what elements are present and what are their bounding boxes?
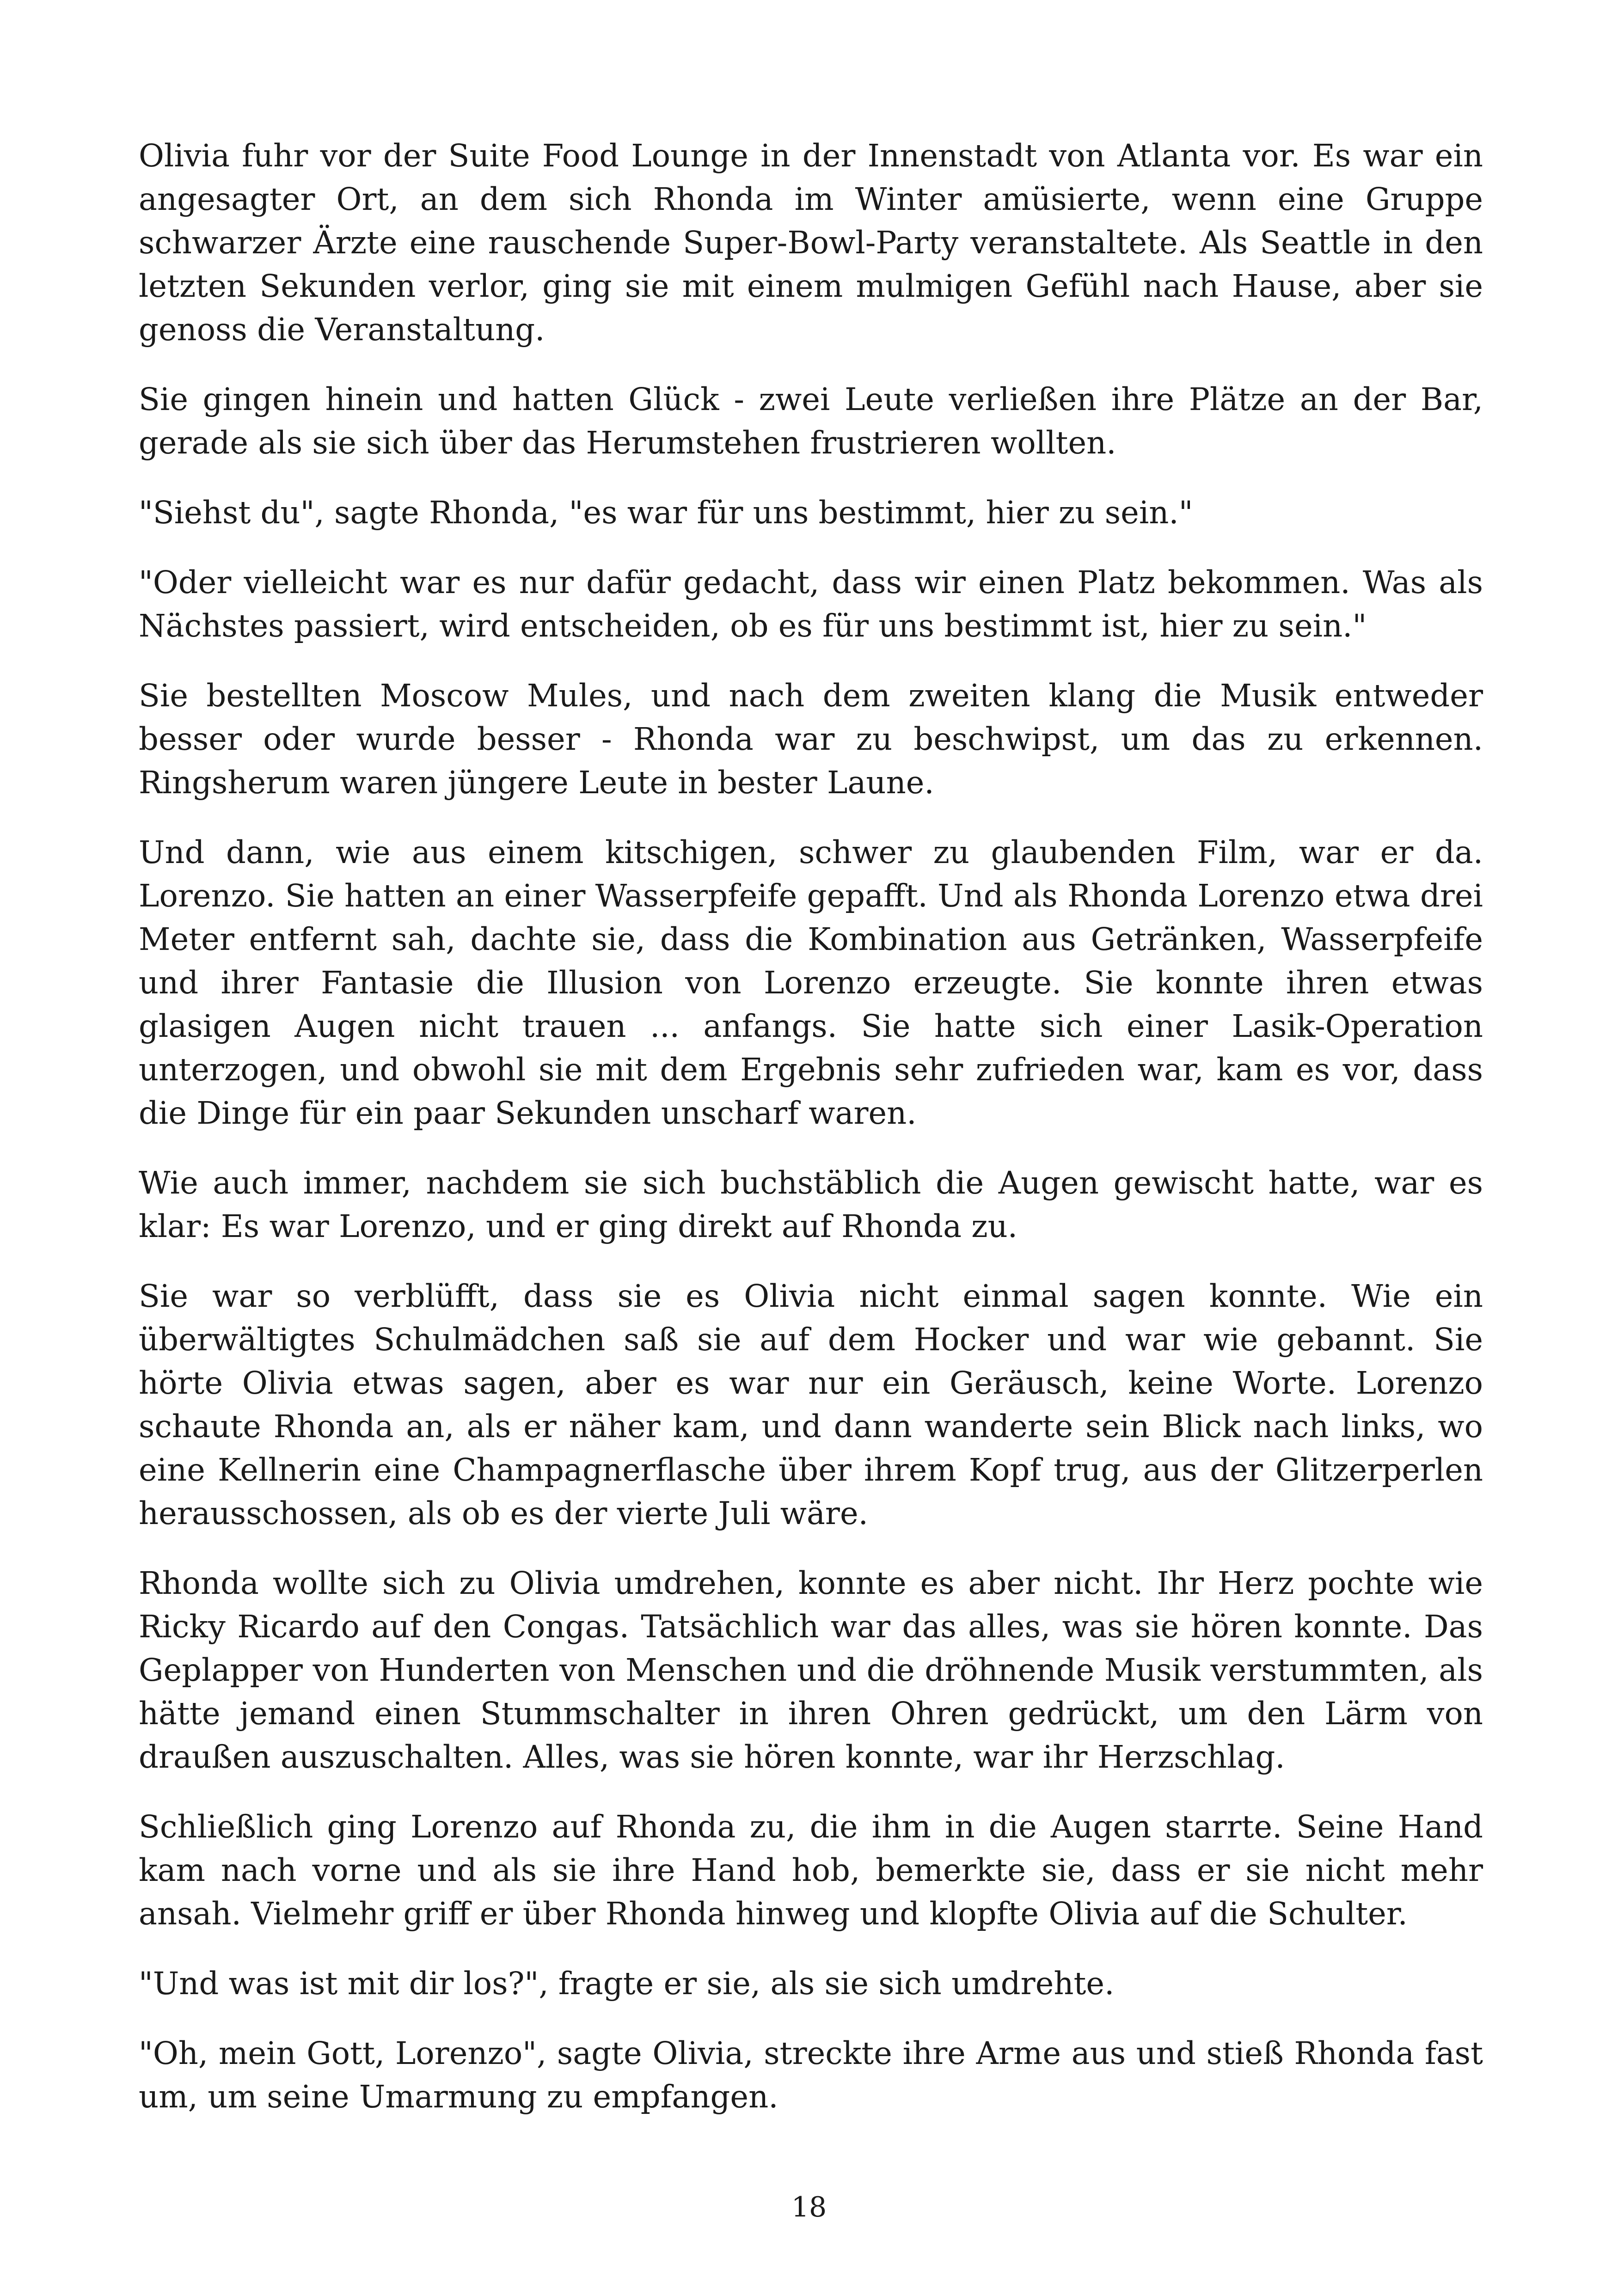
body-text <box>139 134 1483 2145</box>
paragraph: Wie auch immer, nachdem sie sich buchstäblich die Augen gewischt hatte, war es klar: Es war Lorenzo, und er ging direkt auf Rhonda zu. <box>139 1165 1483 1244</box>
paragraph: "Oder vielleicht war es nur dafür gedacht, dass wir einen Platz bekommen. Was als Nächstes passiert, wird entscheiden, ob es für uns bestimmt ist, hier zu sein." <box>139 564 1483 644</box>
paragraph: Sie gingen hinein und hatten Glück - zwei Leute verließen ihre Plätze an der Bar, gerade als sie sich über das Herumstehen frustrieren wollten. <box>139 381 1483 461</box>
paragraph: Schließlich ging Lorenzo auf Rhonda zu, die ihm in die Augen starrte. Seine Hand kam nach vorne und als sie ihre Hand hob, bemerkte sie, dass er sie nicht mehr ansah. Vielmehr griff er über Rhonda hinweg und klopfte Olivia auf die Schulter. <box>139 1809 1483 1932</box>
paragraph: "Oh, mein Gott, Lorenzo", sagte Olivia, streckte ihre Arme aus und stieß Rhonda fast um, um seine Umarmung zu empfangen. <box>139 2035 1483 2115</box>
page-number: 18 <box>791 2191 827 2223</box>
paragraph: Rhonda wollte sich zu Olivia umdrehen, konnte es aber nicht. Ihr Herz pochte wie Ricky Ricardo auf den Congas. Tatsächlich war das alles, was sie hören konnte. Das Geplapper von Hunderten von Menschen und die dröhnende Musik verstummten, als hätte jemand einen Stummschalter in ihren Ohren gedrückt, um den Lärm von draußen auszuschalten. Alles, was sie hören konnte, war ihr Herzschlag. <box>139 1565 1483 1775</box>
paragraph: Sie bestellten Moscow Mules, und nach dem zweiten klang die Musik entweder besser oder wurde besser - Rhonda war zu beschwipst, um das zu erkennen. Ringsherum waren jüngere Leute in bester Laune. <box>139 678 1483 801</box>
paragraph: Und dann, wie aus einem kitschigen, schwer zu glaubenden Film, war er da. Lorenzo. Sie hatten an einer Wasserpfeife gepafft. Und als Rhonda Lorenzo etwa drei Meter entfernt sah, dachte sie, dass die Kombination aus Getränken, Wasserpfeife und ihrer Fantasie die Illusion von Lorenzo erzeugte. Sie konnte ihren etwas glasigen Augen nicht trauen ... anfangs. Sie hatte sich einer Lasik-Operation unterzogen, und obwohl sie mit dem Ergebnis sehr zufrieden war, kam es vor, dass die Dinge für ein paar Sekunden unscharf waren. <box>139 834 1483 1131</box>
paragraph: Sie war so verblüfft, dass sie es Olivia nicht einmal sagen konnte. Wie ein überwältigtes Schulmädchen saß sie auf dem Hocker und war wie gebannt. Sie hörte Olivia etwas sagen, aber es war nur ein Geräusch, keine Worte. Lorenzo schaute Rhonda an, als er näher kam, und dann wanderte sein Blick nach links, wo eine Kellnerin eine Champagnerflasche über ihrem Kopf trug, aus der Glitzerperlen herausschossen, als ob es der vierte Juli wäre. <box>139 1278 1483 1531</box>
paragraph: "Siehst du", sagte Rhonda, "es war für uns bestimmt, hier zu sein." <box>139 495 1193 531</box>
paragraph: "Und was ist mit dir los?", fragte er sie, als sie sich umdrehte. <box>139 1965 1115 2002</box>
paragraph: Olivia fuhr vor der Suite Food Lounge in der Innenstadt von Atlanta vor. Es war ein angesagter Ort, an dem sich Rhonda im Winter amüsierte, wenn eine Gruppe schwarzer Ärzte eine rauschende Super-Bowl-Party veranstaltete. Als Seattle in den letzten Sekunden verlor, ging sie mit einem mulmigen Gefühl nach Hause, aber sie genoss die Veranstaltung. <box>139 138 1483 348</box>
